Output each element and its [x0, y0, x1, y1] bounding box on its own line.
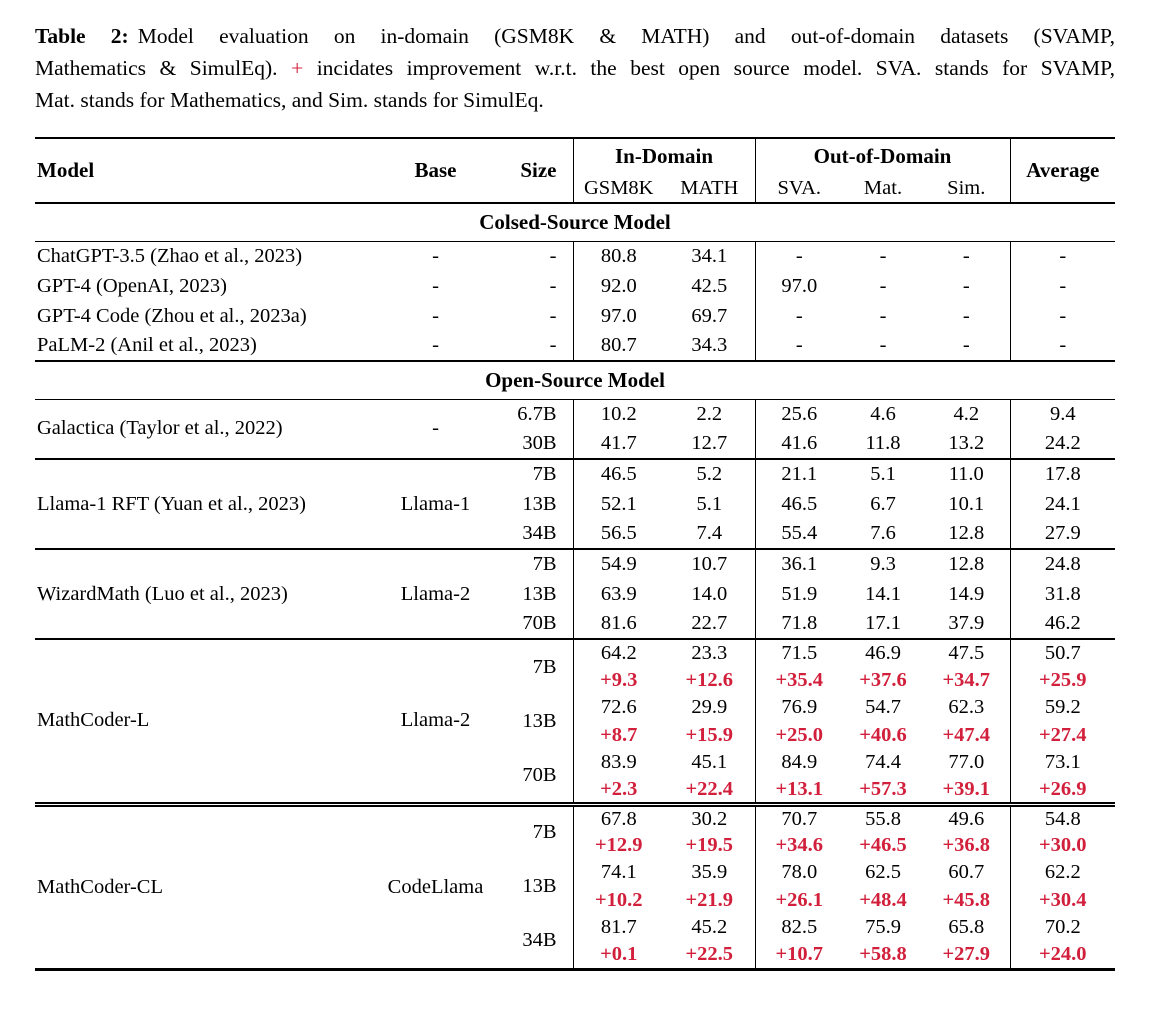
value-cell: 70.2: [1010, 914, 1115, 942]
caption-line-3: [35, 84, 1115, 116]
caption-line-2: [35, 52, 1115, 84]
column-group-out-of-domain: Out-of-Domain: [755, 138, 1010, 174]
value-cell: 70.7: [755, 804, 843, 832]
table-row: [35, 549, 1115, 579]
value-cell: 4.2: [953, 402, 980, 425]
value-cell: 4.6: [870, 402, 896, 425]
table-body: [35, 203, 1115, 969]
delta-value-cell: +47.4: [942, 723, 991, 746]
value-cell: 9.3: [843, 549, 923, 579]
value-cell: 69.7: [691, 304, 728, 327]
value-cell: 73.1: [1010, 749, 1115, 777]
value-cell: 9.4: [1010, 399, 1115, 429]
delta-value-cell: +0.1: [573, 942, 664, 970]
results-table: [35, 137, 1115, 971]
value-cell: 46.2: [1010, 609, 1115, 639]
value-cell: 6.7: [870, 492, 896, 515]
delta-value-cell: +12.6: [685, 668, 734, 691]
value-cell: 29.9: [691, 696, 728, 719]
delta-value-cell: +40.6: [859, 723, 907, 746]
value-cell: 12.8: [923, 549, 1010, 579]
caption-line-1: [35, 20, 1115, 52]
value-cell: 62.5: [865, 861, 901, 884]
delta-value-cell: +30.4: [1010, 887, 1115, 915]
table-row: [35, 639, 1115, 667]
delta-value-cell: +34.6: [755, 832, 843, 860]
delta-value-cell: +46.5: [859, 833, 907, 856]
value-cell: 35.9: [691, 861, 728, 884]
delta-value-cell: +30.0: [1010, 832, 1115, 860]
table-row: [35, 241, 1115, 271]
value-cell: 11.0: [923, 459, 1010, 489]
delta-value-cell: +8.7: [573, 722, 664, 750]
value-cell: -: [1010, 271, 1115, 301]
delta-value-cell: +39.1: [942, 777, 991, 800]
value-cell: 62.3: [948, 696, 985, 719]
value-cell: 56.5: [573, 519, 664, 549]
delta-value-cell: +35.4: [755, 667, 843, 695]
size-cell: -: [549, 244, 557, 267]
delta-value-cell: +26.1: [755, 887, 843, 915]
delta-value-cell: +10.2: [573, 887, 664, 915]
value-cell: 37.9: [948, 612, 985, 634]
size-cell: 13B: [522, 582, 557, 605]
base-model-cell: Llama-1: [375, 459, 496, 549]
base-model-cell: -: [432, 274, 439, 297]
model-name-cell: GPT-4 (OpenAI, 2023): [37, 274, 227, 297]
delta-value-cell: +58.8: [859, 943, 907, 965]
value-cell: 97.0: [573, 301, 664, 331]
value-cell: 65.8: [948, 916, 985, 939]
value-cell: 54.9: [573, 549, 664, 579]
caption-label: Table 2:: [35, 24, 129, 48]
value-cell: 78.0: [755, 859, 843, 887]
delta-value-cell: +37.6: [859, 668, 907, 691]
value-cell: 5.2: [664, 459, 755, 489]
value-cell: -: [879, 334, 887, 356]
base-model-cell: -: [432, 417, 439, 440]
table-row: [35, 459, 1115, 489]
value-cell: 63.9: [573, 579, 664, 609]
value-cell: 46.9: [843, 639, 923, 667]
delta-value-cell: +2.3: [573, 777, 664, 805]
value-cell: 13.2: [948, 432, 985, 454]
delta-value-cell: +22.4: [685, 777, 734, 800]
delta-value-cell: +24.0: [1010, 942, 1115, 970]
delta-value-cell: +19.5: [685, 833, 734, 856]
value-cell: -: [879, 244, 887, 267]
delta-value-cell: +34.7: [942, 668, 991, 691]
base-model-cell: -: [432, 334, 439, 356]
caption-text-2a: Mathematics & SimulEq).: [35, 56, 278, 80]
column-header-average: Average: [1010, 138, 1115, 203]
column-header-size: Size: [496, 138, 573, 203]
size-cell: 7B: [496, 639, 573, 694]
value-cell: 24.2: [1010, 429, 1115, 459]
value-cell: 52.1: [573, 489, 664, 519]
value-cell: 12.7: [691, 432, 728, 454]
value-cell: 46.5: [755, 489, 843, 519]
size-cell: 30B: [522, 432, 557, 454]
table-row: [35, 399, 1115, 429]
value-cell: 71.5: [755, 639, 843, 667]
value-cell: -: [962, 244, 970, 267]
size-cell: 7B: [496, 549, 573, 579]
value-cell: 54.8: [1010, 804, 1115, 832]
size-cell: 70B: [522, 763, 557, 786]
base-model-cell: -: [432, 244, 439, 267]
value-cell: 24.8: [1010, 549, 1115, 579]
value-cell: 72.6: [573, 694, 664, 722]
value-cell: 51.9: [755, 579, 843, 609]
value-cell: 23.3: [664, 639, 755, 667]
value-cell: 84.9: [755, 749, 843, 777]
value-cell: 24.1: [1010, 489, 1115, 519]
table-caption: [35, 20, 1115, 116]
value-cell: 80.7: [573, 331, 664, 361]
value-cell: 14.9: [948, 582, 985, 605]
value-cell: 55.8: [843, 804, 923, 832]
delta-value-cell: +21.9: [685, 888, 734, 911]
size-cell: 13B: [522, 492, 557, 515]
model-name-cell: MathCoder-L: [35, 639, 375, 804]
value-cell: 31.8: [1010, 579, 1115, 609]
value-cell: 46.5: [573, 459, 664, 489]
value-cell: 67.8: [573, 804, 664, 832]
size-cell: 7B: [496, 459, 573, 489]
value-cell: 17.8: [1010, 459, 1115, 489]
model-name-cell: ChatGPT-3.5 (Zhao et al., 2023): [37, 244, 303, 267]
value-cell: 75.9: [865, 916, 901, 939]
value-cell: -: [1010, 331, 1115, 361]
size-cell: 7B: [496, 804, 573, 859]
value-cell: 97.0: [755, 271, 843, 301]
delta-value-cell: +22.5: [685, 943, 734, 965]
value-cell: -: [962, 274, 970, 297]
value-cell: 45.1: [691, 751, 728, 774]
value-cell: 7.4: [696, 522, 723, 544]
table-row: [35, 331, 1115, 361]
size-cell: 13B: [522, 710, 557, 732]
column-header-base: Base: [375, 138, 496, 203]
model-name-cell: MathCoder-CL: [35, 804, 375, 969]
caption-text-2b: incidates improvement w.r.t. the best open source model. SVA. stands for SVAMP,: [316, 56, 1116, 80]
value-cell: 80.8: [573, 241, 664, 271]
value-cell: -: [755, 241, 843, 271]
value-cell: -: [962, 334, 970, 356]
column-header-sva: SVA.: [755, 174, 843, 203]
size-cell: -: [549, 334, 557, 356]
column-header-sim: Sim.: [923, 174, 1010, 203]
column-header-mat: Mat.: [843, 174, 923, 203]
value-cell: 45.2: [691, 916, 728, 939]
delta-value-cell: +25.0: [755, 722, 843, 750]
model-name-cell: Llama-1 RFT (Yuan et al., 2023): [35, 459, 375, 549]
delta-value-cell: +36.8: [942, 833, 991, 856]
value-cell: 36.1: [755, 549, 843, 579]
value-cell: 7.6: [870, 522, 896, 544]
value-cell: 10.2: [573, 399, 664, 429]
delta-value-cell: +45.8: [942, 888, 991, 911]
delta-value-cell: +13.1: [755, 777, 843, 805]
table-row: [35, 271, 1115, 301]
size-cell: 6.7B: [517, 402, 557, 425]
delta-value-cell: +48.4: [859, 888, 907, 911]
value-cell: 74.1: [573, 859, 664, 887]
section-label: Open-Source Model: [35, 361, 1115, 399]
value-cell: 10.1: [948, 492, 985, 515]
value-cell: 14.1: [865, 582, 901, 605]
section-row: [35, 203, 1115, 241]
value-cell: 62.2: [1010, 859, 1115, 887]
size-cell: 34B: [522, 522, 557, 544]
value-cell: 54.7: [865, 696, 901, 719]
column-header-math: MATH: [664, 174, 755, 203]
value-cell: 34.3: [691, 334, 728, 356]
size-cell: -: [549, 304, 557, 327]
model-name-cell: PaLM-2 (Anil et al., 2023): [37, 334, 257, 356]
value-cell: -: [755, 331, 843, 361]
delta-value-cell: +27.9: [942, 943, 991, 965]
value-cell: 47.5: [923, 639, 1010, 667]
value-cell: 41.6: [755, 429, 843, 459]
delta-value-cell: +12.9: [573, 832, 664, 860]
value-cell: 77.0: [948, 751, 985, 774]
column-group-in-domain: In-Domain: [573, 138, 755, 174]
value-cell: 59.2: [1010, 694, 1115, 722]
value-cell: -: [879, 274, 887, 297]
value-cell: 74.4: [865, 751, 901, 774]
value-cell: 22.7: [691, 612, 728, 634]
model-name-cell: Galactica (Taylor et al., 2022): [37, 417, 283, 440]
base-model-cell: Llama-2: [375, 549, 496, 639]
delta-value-cell: +10.7: [755, 942, 843, 970]
value-cell: 27.9: [1010, 519, 1115, 549]
caption-text-1: Model evaluation on in-domain (GSM8K & MATH) and out-of-domain datasets (SVAMP,: [137, 24, 1116, 48]
column-header-gsm8k: GSM8K: [573, 174, 664, 203]
value-cell: -: [1010, 301, 1115, 331]
delta-value-cell: +27.4: [1010, 722, 1115, 750]
delta-value-cell: +15.9: [685, 723, 734, 746]
value-cell: 55.4: [755, 519, 843, 549]
section-label: Colsed-Source Model: [35, 203, 1115, 241]
value-cell: 30.2: [664, 804, 755, 832]
model-name-cell: GPT-4 Code (Zhou et al., 2023a): [37, 304, 307, 327]
value-cell: 81.6: [573, 609, 664, 639]
value-cell: -: [755, 301, 843, 331]
delta-value-cell: +57.3: [859, 777, 907, 800]
caption-plus-sign: +: [291, 56, 304, 80]
value-cell: 10.7: [664, 549, 755, 579]
value-cell: 64.2: [573, 639, 664, 667]
value-cell: 76.9: [755, 694, 843, 722]
value-cell: 92.0: [573, 271, 664, 301]
value-cell: -: [962, 304, 970, 327]
delta-value-cell: +9.3: [573, 667, 664, 695]
size-cell: 13B: [522, 875, 557, 897]
value-cell: 11.8: [865, 432, 901, 454]
model-name-cell: WizardMath (Luo et al., 2023): [35, 549, 375, 639]
size-cell: 34B: [522, 929, 557, 952]
table-row: [35, 804, 1115, 832]
value-cell: -: [879, 304, 887, 327]
value-cell: 83.9: [573, 749, 664, 777]
value-cell: 14.0: [691, 582, 728, 605]
base-model-cell: CodeLlama: [375, 804, 496, 969]
size-cell: 70B: [522, 612, 557, 634]
table-row: [35, 301, 1115, 331]
base-model-cell: -: [432, 304, 439, 327]
value-cell: 17.1: [865, 612, 901, 634]
caption-text-3: Mat. stands for Mathematics, and Sim. stands for SimulEq.: [35, 88, 544, 112]
base-model-cell: Llama-2: [375, 639, 496, 804]
section-row: [35, 361, 1115, 399]
value-cell: 42.5: [691, 274, 728, 297]
table-header: [35, 138, 1115, 203]
value-cell: 41.7: [573, 429, 664, 459]
column-header-model: Model: [35, 138, 375, 203]
value-cell: 50.7: [1010, 639, 1115, 667]
value-cell: 5.1: [843, 459, 923, 489]
delta-value-cell: +26.9: [1010, 777, 1115, 805]
value-cell: -: [1010, 241, 1115, 271]
value-cell: 71.8: [755, 609, 843, 639]
value-cell: 5.1: [696, 492, 723, 515]
value-cell: 34.1: [691, 244, 728, 267]
header-row-1: [35, 138, 1115, 174]
size-cell: -: [549, 274, 557, 297]
value-cell: 12.8: [948, 522, 985, 544]
value-cell: 82.5: [755, 914, 843, 942]
value-cell: 81.7: [573, 914, 664, 942]
value-cell: 25.6: [755, 399, 843, 429]
value-cell: 2.2: [696, 402, 723, 425]
value-cell: 21.1: [755, 459, 843, 489]
delta-value-cell: +25.9: [1010, 667, 1115, 695]
value-cell: 60.7: [948, 861, 985, 884]
value-cell: 49.6: [923, 804, 1010, 832]
